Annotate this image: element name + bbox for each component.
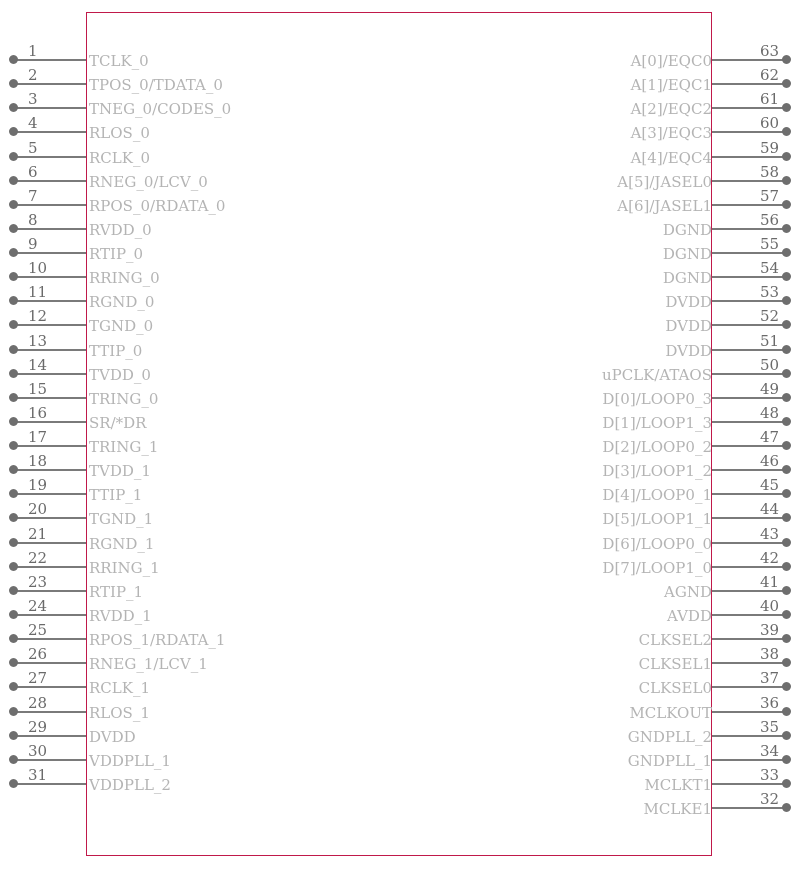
pin-name: TPOS_0/TDATA_0 bbox=[89, 76, 223, 95]
pin-number: 22 bbox=[28, 548, 48, 567]
pin-right-43 bbox=[0, 524, 800, 555]
pin-right-42 bbox=[0, 548, 800, 579]
pin-right-32 bbox=[0, 790, 800, 820]
pin-number: 58 bbox=[760, 162, 780, 181]
pin-name: TCLK_0 bbox=[89, 52, 149, 70]
pin-number: 16 bbox=[28, 403, 48, 422]
pin-name: RTIP_0 bbox=[89, 245, 144, 264]
pin-terminal bbox=[782, 200, 791, 209]
pin-number: 38 bbox=[760, 645, 780, 664]
pin-number: 48 bbox=[760, 403, 780, 422]
pin-terminal bbox=[782, 682, 791, 691]
pin-terminal bbox=[782, 417, 791, 426]
pin-terminal bbox=[782, 224, 791, 233]
pin-number: 2 bbox=[28, 66, 38, 85]
pin-number: 39 bbox=[760, 621, 780, 640]
pin-number: 49 bbox=[760, 379, 780, 398]
pin-name: DVDD bbox=[665, 341, 712, 360]
pin-number: 63 bbox=[760, 42, 780, 60]
pin-name: DGND bbox=[662, 269, 712, 288]
pin-number: 34 bbox=[760, 741, 780, 760]
pin-terminal bbox=[782, 731, 791, 740]
pin-name: DVDD bbox=[665, 317, 712, 336]
pin-right-51 bbox=[0, 331, 800, 362]
pin-terminal bbox=[782, 176, 791, 185]
pin-name: RGND_0 bbox=[89, 293, 155, 312]
pin-terminal bbox=[782, 79, 791, 88]
pin-number: 42 bbox=[760, 548, 780, 567]
pin-number: 51 bbox=[760, 331, 780, 350]
pin-terminal bbox=[782, 465, 791, 474]
pin-number: 24 bbox=[28, 596, 48, 615]
pin-number: 45 bbox=[760, 476, 780, 495]
pin-number: 19 bbox=[28, 476, 48, 495]
pin-number: 28 bbox=[28, 693, 48, 712]
pin-number: 30 bbox=[28, 741, 48, 760]
pin-terminal bbox=[782, 127, 791, 136]
pin-name: RCLK_0 bbox=[89, 148, 150, 167]
pin-right-33 bbox=[0, 765, 800, 796]
pin-name: CLKSEL2 bbox=[638, 631, 712, 650]
pin-name: RTIP_1 bbox=[89, 582, 144, 601]
pin-right-52 bbox=[0, 307, 800, 337]
pin-number: 29 bbox=[28, 717, 48, 736]
pin-right-34 bbox=[0, 741, 800, 772]
pin-number: 32 bbox=[760, 790, 780, 809]
pin-name: TRING_1 bbox=[89, 438, 159, 457]
pin-number: 61 bbox=[760, 90, 780, 109]
pin-name: RCLK_1 bbox=[89, 679, 150, 698]
pin-number: 26 bbox=[28, 645, 48, 664]
pin-right-40 bbox=[0, 596, 800, 627]
pin-number: 12 bbox=[28, 307, 48, 326]
pin-name: A[5]/JASEL0 bbox=[617, 172, 712, 191]
pin-number: 60 bbox=[760, 114, 780, 133]
pin-number: 44 bbox=[760, 500, 780, 519]
pin-name: DVDD bbox=[665, 293, 712, 312]
pin-name: RNEG_1/LCV_1 bbox=[89, 655, 208, 674]
pin-name: RPOS_1/RDATA_1 bbox=[89, 631, 226, 650]
pin-name: D[5]/LOOP1_1 bbox=[602, 510, 712, 529]
pin-name: TVDD_0 bbox=[89, 365, 151, 384]
pin-name: VDDPLL_2 bbox=[89, 775, 171, 794]
pin-right-45 bbox=[0, 476, 800, 506]
pin-name: MCLKT1 bbox=[644, 775, 712, 794]
pin-right-63 bbox=[0, 42, 800, 72]
pin-right-60 bbox=[0, 114, 800, 144]
pin-terminal bbox=[782, 441, 791, 450]
pin-terminal bbox=[782, 369, 791, 378]
pin-number: 37 bbox=[760, 669, 780, 688]
pin-terminal bbox=[782, 562, 791, 571]
pin-name: DVDD bbox=[89, 727, 136, 746]
pin-number: 11 bbox=[28, 283, 48, 302]
pin-name: TVDD_1 bbox=[89, 462, 151, 481]
pin-number: 10 bbox=[28, 259, 48, 278]
pin-name: AGND bbox=[664, 582, 712, 601]
pin-right-47 bbox=[0, 428, 800, 458]
pin-number: 47 bbox=[760, 428, 780, 447]
pin-right-53 bbox=[0, 283, 800, 313]
pin-terminal bbox=[782, 103, 791, 112]
pin-name: MCLKOUT bbox=[629, 703, 712, 722]
pin-number: 17 bbox=[28, 428, 48, 447]
pin-number: 40 bbox=[760, 596, 780, 615]
pin-number: 4 bbox=[28, 114, 38, 133]
pin-number: 21 bbox=[28, 524, 48, 543]
pin-name: A[2]/EQC2 bbox=[630, 100, 712, 119]
pin-number: 35 bbox=[760, 717, 780, 736]
pin-name: MCLKE1 bbox=[643, 800, 712, 819]
pin-name: D[6]/LOOP0_0 bbox=[602, 534, 712, 553]
pin-name: RVDD_0 bbox=[89, 220, 152, 239]
pin-right-61 bbox=[0, 90, 800, 120]
pin-name: VDDPLL_1 bbox=[89, 751, 171, 770]
pin-number: 13 bbox=[28, 331, 48, 350]
pin-right-35 bbox=[0, 717, 800, 748]
pin-terminal bbox=[782, 513, 791, 522]
pin-number: 57 bbox=[760, 186, 780, 205]
pin-right-56 bbox=[0, 210, 800, 241]
pin-name: D[0]/LOOP0_3 bbox=[602, 389, 712, 408]
pin-terminal bbox=[782, 489, 791, 498]
pin-terminal bbox=[782, 345, 791, 354]
pin-number: 9 bbox=[28, 235, 38, 254]
pin-name: CLKSEL0 bbox=[638, 679, 712, 698]
pin-number: 1 bbox=[28, 42, 38, 60]
pin-name: RRING_0 bbox=[89, 269, 160, 288]
pin-number: 25 bbox=[28, 621, 48, 640]
pin-name: TNEG_0/CODES_0 bbox=[89, 100, 232, 119]
pin-number: 54 bbox=[760, 259, 780, 278]
pin-terminal bbox=[782, 755, 791, 764]
pin-number: 8 bbox=[28, 210, 38, 229]
pin-name: A[0]/EQC0 bbox=[630, 52, 712, 70]
pin-name: AVDD bbox=[667, 606, 712, 625]
pin-right-55 bbox=[0, 235, 800, 265]
pin-terminal bbox=[782, 272, 791, 281]
pin-terminal bbox=[782, 248, 791, 257]
pin-number: 20 bbox=[28, 500, 48, 519]
pin-name: TTIP_0 bbox=[89, 341, 143, 360]
pin-terminal bbox=[782, 538, 791, 547]
pin-right-46 bbox=[0, 452, 800, 482]
pin-name: DGND bbox=[662, 220, 712, 239]
pin-right-38 bbox=[0, 645, 800, 675]
pin-name: TGND_1 bbox=[89, 510, 154, 529]
pin-right-37 bbox=[0, 669, 800, 699]
pin-name: DGND bbox=[662, 245, 712, 264]
pin-number: 6 bbox=[28, 162, 38, 181]
pin-terminal bbox=[782, 803, 791, 812]
pin-terminal bbox=[782, 707, 791, 716]
pin-right-50 bbox=[0, 355, 800, 386]
pin-right-41 bbox=[0, 572, 800, 603]
pin-name: D[2]/LOOP0_2 bbox=[602, 438, 712, 457]
pin-name: D[3]/LOOP1_2 bbox=[602, 462, 712, 481]
pin-right-49 bbox=[0, 379, 800, 410]
pin-number: 41 bbox=[760, 572, 780, 591]
pin-right-39 bbox=[0, 621, 800, 651]
pin-name: GNDPLL_2 bbox=[627, 727, 712, 746]
pin-name: D[4]/LOOP0_1 bbox=[602, 486, 712, 505]
pin-name: TGND_0 bbox=[89, 317, 154, 336]
pin-right-62 bbox=[0, 66, 800, 96]
pin-name: RNEG_0/LCV_0 bbox=[89, 172, 208, 191]
pin-right-36 bbox=[0, 693, 800, 724]
pin-terminal bbox=[782, 586, 791, 595]
pin-number: 33 bbox=[760, 765, 780, 784]
pin-name: RLOS_1 bbox=[89, 703, 150, 722]
pin-number: 56 bbox=[760, 210, 780, 229]
pin-number: 14 bbox=[28, 355, 48, 374]
pin-number: 53 bbox=[760, 283, 780, 302]
pin-number: 62 bbox=[760, 66, 780, 85]
pin-name: CLKSEL1 bbox=[638, 655, 712, 674]
pin-name: RRING_1 bbox=[89, 558, 160, 577]
pin-number: 52 bbox=[760, 307, 780, 326]
pin-terminal bbox=[782, 779, 791, 788]
pin-name: TRING_0 bbox=[89, 389, 159, 408]
pin-right-54 bbox=[0, 259, 800, 289]
pin-name: uPCLK/ATAOS bbox=[601, 365, 712, 384]
pin-terminal bbox=[782, 320, 791, 329]
pin-name: D[7]/LOOP1_0 bbox=[602, 558, 712, 577]
pin-number: 27 bbox=[28, 669, 48, 688]
pin-number: 5 bbox=[28, 138, 38, 157]
pin-name: SR/*DR bbox=[89, 413, 147, 432]
pin-name: D[1]/LOOP1_3 bbox=[602, 413, 712, 432]
pin-number: 23 bbox=[28, 572, 48, 591]
pin-name: TTIP_1 bbox=[89, 486, 143, 505]
pin-number: 43 bbox=[760, 524, 780, 543]
pin-terminal bbox=[782, 296, 791, 305]
pin-right-57 bbox=[0, 186, 800, 217]
pin-right-59 bbox=[0, 138, 800, 169]
pin-number: 55 bbox=[760, 235, 780, 254]
pin-right-44 bbox=[0, 500, 800, 530]
pin-number: 36 bbox=[760, 693, 780, 712]
pin-name: A[6]/JASEL1 bbox=[617, 196, 712, 215]
pin-name: A[1]/EQC1 bbox=[630, 76, 712, 95]
pin-terminal bbox=[782, 634, 791, 643]
pin-number: 31 bbox=[28, 765, 48, 784]
pin-terminal bbox=[782, 152, 791, 161]
pin-name: RPOS_0/RDATA_0 bbox=[89, 196, 226, 215]
pin-number: 7 bbox=[28, 186, 38, 205]
pin-number: 18 bbox=[28, 452, 48, 471]
pin-name: RGND_1 bbox=[89, 534, 155, 553]
pin-name: RLOS_0 bbox=[89, 124, 150, 143]
pin-number: 3 bbox=[28, 90, 38, 109]
pin-number: 59 bbox=[760, 138, 780, 157]
pin-name: A[3]/EQC3 bbox=[630, 124, 712, 143]
pin-terminal bbox=[782, 610, 791, 619]
pin-terminal bbox=[782, 55, 791, 64]
pin-number: 50 bbox=[760, 355, 780, 374]
pin-right-58 bbox=[0, 162, 800, 193]
pin-right-48 bbox=[0, 403, 800, 434]
pin-terminal bbox=[782, 393, 791, 402]
pin-name: GNDPLL_1 bbox=[627, 751, 712, 770]
pin-name: A[4]/EQC4 bbox=[630, 148, 712, 167]
pin-name: RVDD_1 bbox=[89, 606, 152, 625]
pin-number: 46 bbox=[760, 452, 780, 471]
pin-number: 15 bbox=[28, 379, 48, 398]
pin-terminal bbox=[782, 658, 791, 667]
